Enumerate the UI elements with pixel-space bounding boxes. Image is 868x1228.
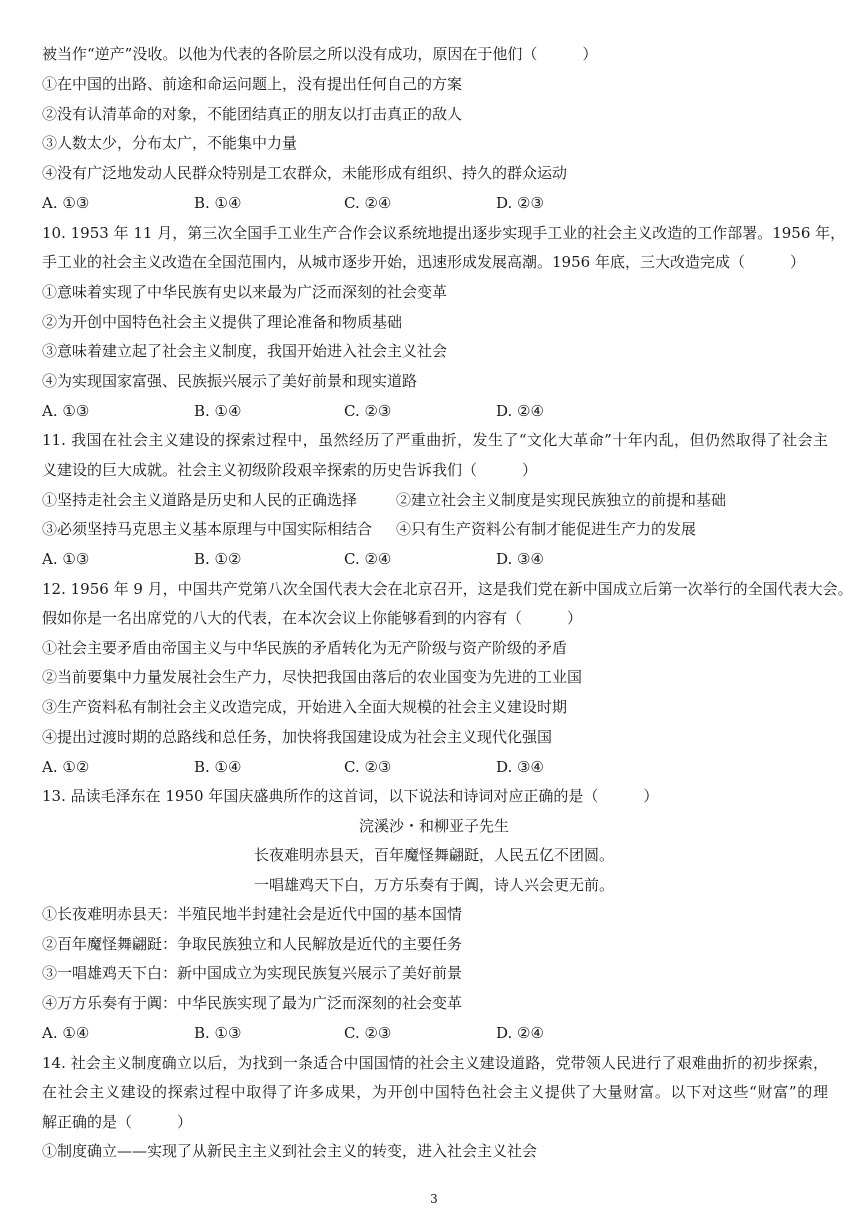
q9-statement-4: ④没有广泛地发动人民群众特别是工农群众，未能形成有组织、持久的群众运动 [42, 164, 568, 182]
q13-option-c[interactable]: C. ②③ [344, 1024, 392, 1042]
q13-statement-1: ①长夜难明赤县天：半殖民地半封建社会是近代中国的基本国情 [42, 905, 463, 923]
q11-statement-1: ①坚持走社会主义道路是历史和人民的正确选择 [42, 491, 358, 509]
q13-option-d[interactable]: D. ②④ [496, 1024, 544, 1042]
q12-option-a[interactable]: A. ①② [42, 758, 90, 776]
q10-statement-3: ③意味着建立起了社会主义制度，我国开始进入社会主义社会 [42, 342, 448, 360]
q12-stem-line-1: 12. 1956 年 9 月，中国共产党第八次全国代表大会在北京召开，这是我们党在新中国成立后第一次举行的全国代表大会。 [42, 580, 853, 598]
q11-option-d[interactable]: D. ③④ [496, 550, 544, 568]
q9-statement-3: ③人数太少，分布太广，不能集中力量 [42, 134, 298, 152]
q9-statement-1: ①在中国的出路、前途和命运问题上，没有提出任何自己的方案 [42, 75, 463, 93]
q11-statement-2: ②建立社会主义制度是实现民族独立的前提和基础 [396, 491, 727, 509]
q12-statement-4: ④提出过渡时期的总路线和总任务，加快将我国建设成为社会主义现代化强国 [42, 728, 553, 746]
q11-statement-3: ③必须坚持马克思主义基本原理与中国实际相结合 [42, 520, 373, 538]
q10-statement-2: ②为开创中国特色社会主义提供了理论准备和物质基础 [42, 313, 403, 331]
q13-option-b[interactable]: B. ①③ [194, 1024, 242, 1042]
q9-option-c[interactable]: C. ②④ [344, 194, 392, 212]
q10-statement-1: ①意味着实现了中华民族有史以来最为广泛而深刻的社会变革 [42, 283, 448, 301]
q13-option-a[interactable]: A. ①④ [42, 1024, 90, 1042]
poem-line-2: 一唱雄鸡天下白，万方乐奏有于阗，诗人兴会更无前。 [253, 876, 614, 894]
q9-option-b[interactable]: B. ①④ [194, 194, 242, 212]
q12-option-d[interactable]: D. ③④ [496, 758, 544, 776]
q14-statement-1: ①制度确立——实现了从新民主主义到社会主义的转变，进入社会主义社会 [42, 1142, 538, 1160]
q12-stem-line-2: 假如你是一名出席党的八大的代表，在本次会议上你能够看到的内容有（ ） [42, 609, 583, 627]
poem-title: 浣溪沙・和柳亚子先生 [358, 817, 509, 835]
q10-option-a[interactable]: A. ①③ [42, 402, 90, 420]
q9-statement-2: ②没有认清革命的对象，不能团结真正的朋友以打击真正的敌人 [42, 105, 463, 123]
q11-option-c[interactable]: C. ②④ [344, 550, 392, 568]
q9-option-a[interactable]: A. ①③ [42, 194, 90, 212]
q11-stem-line-1: 11. 我国在社会主义建设的探索过程中，虽然经历了严重曲折，发生了“文化大革命”十年内乱，但仍然取得了社会主 [42, 431, 828, 449]
q12-statement-3: ③生产资料私有制社会主义改造完成，开始进入全面大规模的社会主义建设时期 [42, 698, 568, 716]
q11-option-a[interactable]: A. ①③ [42, 550, 90, 568]
q13-statement-2: ②百年魔怪舞翩跹：争取民族独立和人民解放是近代的主要任务 [42, 935, 463, 953]
q11-option-b[interactable]: B. ①② [194, 550, 242, 568]
q9-option-d[interactable]: D. ②③ [496, 194, 544, 212]
q12-statement-1: ①社会主要矛盾由帝国主义与中华民族的矛盾转化为无产阶级与资产阶级的矛盾 [42, 639, 568, 657]
q10-statement-4: ④为实现国家富强、民族振兴展示了美好前景和现实道路 [42, 372, 418, 390]
q11-stem-line-2: 义建设的巨大成就。社会主义初级阶段艰辛探索的历史告诉我们（ ） [42, 461, 538, 479]
q14-stem-line-3: 解正确的是（ ） [42, 1113, 193, 1131]
page-number: 3 [430, 1192, 438, 1206]
q10-option-d[interactable]: D. ②④ [496, 402, 544, 420]
q10-option-b[interactable]: B. ①④ [194, 402, 242, 420]
q12-option-c[interactable]: C. ②③ [344, 758, 392, 776]
poem-line-1: 长夜难明赤县天，百年魔怪舞翩跹，人民五亿不团圆。 [253, 846, 614, 864]
q14-stem-line-1: 14. 社会主义制度确立以后，为找到一条适合中国国情的社会主义建设道路，党带领人民进行了艰难曲折的初步探索， [42, 1054, 828, 1072]
q12-statement-2: ②当前要集中力量发展社会生产力，尽快把我国由落后的农业国变为先进的工业国 [42, 668, 583, 686]
q13-statement-3: ③一唱雄鸡天下白：新中国成立为实现民族复兴展示了美好前景 [42, 964, 463, 982]
q11-statement-4: ④只有生产资料公有制才能促进生产力的发展 [396, 520, 697, 538]
q13-stem: 13. 品读毛泽东在 1950 年国庆盛典所作的这首词，以下说法和诗词对应正确的是（ ） [42, 787, 659, 805]
q13-statement-4: ④万方乐奏有于阗：中华民族实现了最为广泛而深刻的社会变革 [42, 994, 463, 1012]
q10-stem-line-1: 10. 1953 年 11 月，第三次全国手工业生产合作会议系统地提出逐步实现手工业的社会主义改造的工作部署。1956 年， [42, 224, 846, 242]
q9-stem-continued: 被当作“逆产”没收。以他为代表的各阶层之所以没有成功，原因在于他们（ ） [42, 45, 598, 63]
q14-stem-line-2: 在社会主义建设的探索过程中取得了许多成果，为开创中国特色社会主义提供了大量财富。以下对这些“财富”的理 [42, 1083, 828, 1101]
q10-stem-line-2: 手工业的社会主义改造在全国范围内，从城市逐步开始，迅速形成发展高潮。1956 年底，三大改造完成（ ） [42, 253, 805, 271]
q10-option-c[interactable]: C. ②③ [344, 402, 392, 420]
q12-option-b[interactable]: B. ①④ [194, 758, 242, 776]
